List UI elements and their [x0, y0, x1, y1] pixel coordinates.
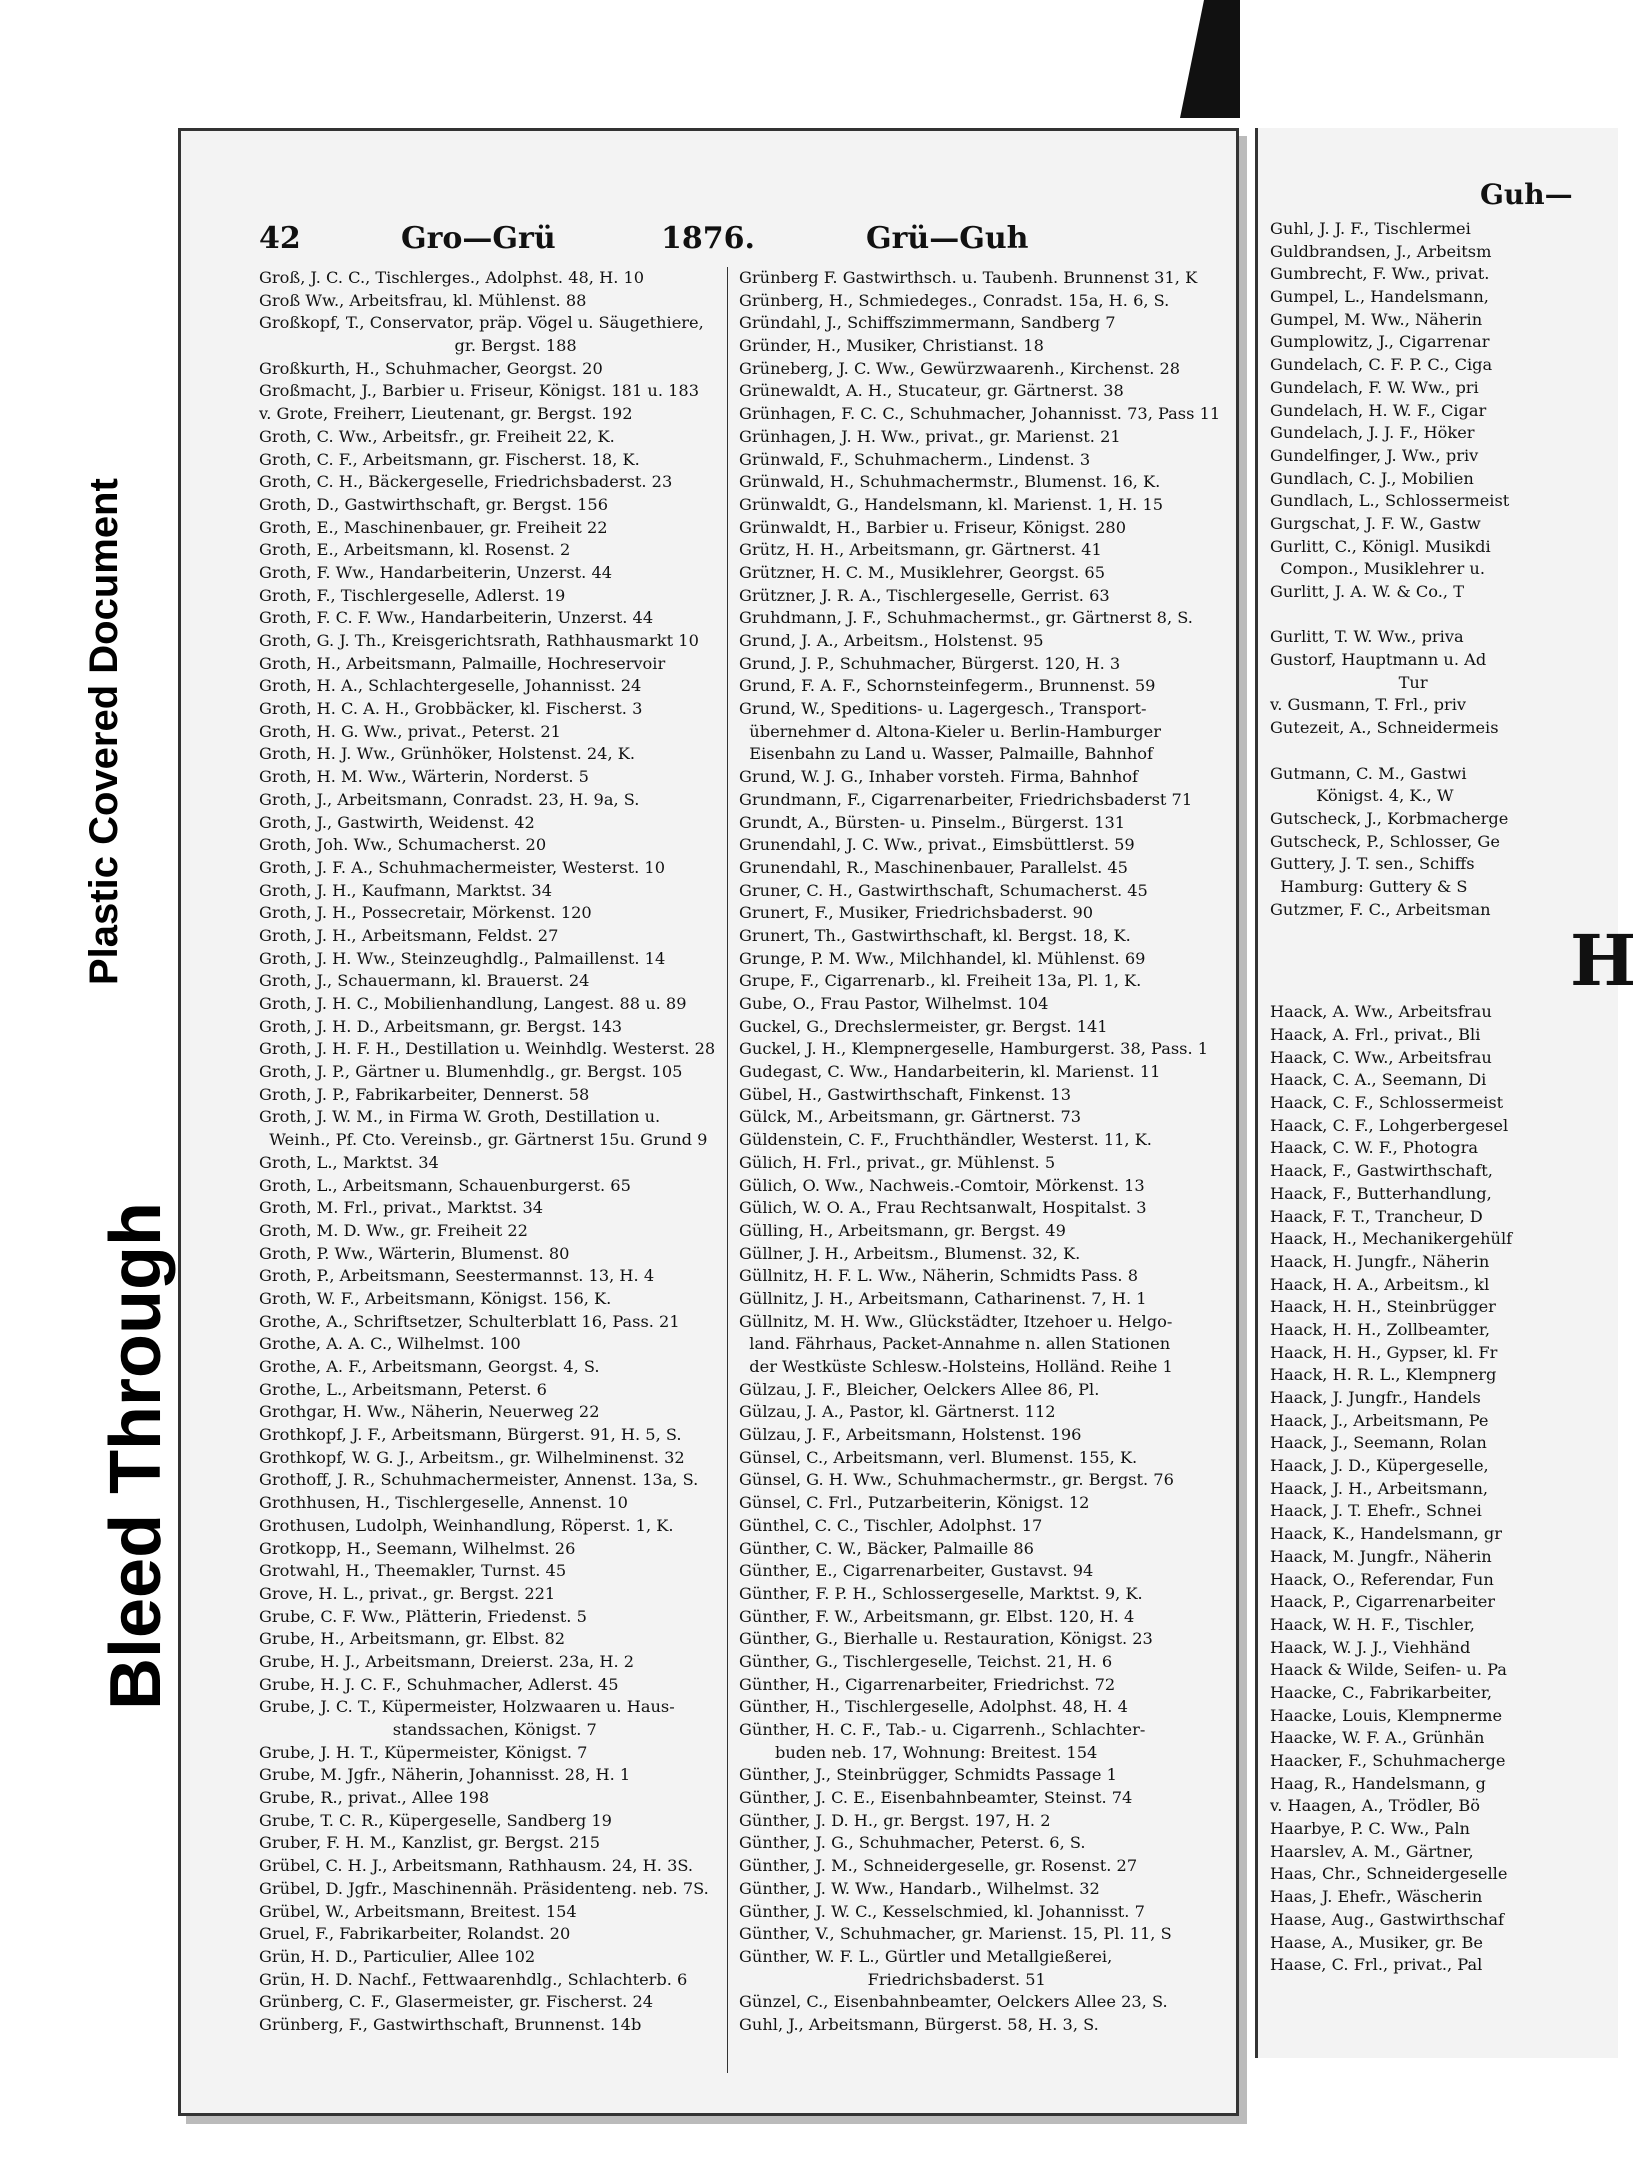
- directory-entry: Grünwaldt, H., Barbier u. Friseur, Königst. 280: [739, 517, 1126, 537]
- directory-entry: Haase, C. Frl., privat., Pal: [1270, 1955, 1483, 1975]
- directory-entry: Groth, J. W. M., in Firma W. Groth, Destillation u.: [259, 1107, 661, 1127]
- directory-entry: Haacker, F., Schuhmacherge: [1270, 1751, 1506, 1770]
- directory-entry: Günzel, C., Eisenbahnbeamter, Oelckers Allee 23, S.: [739, 1992, 1168, 2012]
- directory-entry: Gutezeit, A., Schneidermeis: [1270, 718, 1499, 738]
- directory-entry: Günther, E., Cigarrenarbeiter, Gustavst. 94: [739, 1561, 1094, 1581]
- directory-entry: Haack, J. T. Ehefr., Schnei: [1270, 1501, 1482, 1521]
- directory-entry: Grüneberg, J. C. Ww., Gewürzwaarenh., Kirchenst. 28: [739, 358, 1181, 378]
- directory-entry: Großmacht, J., Barbier u. Friseur, Königst. 181 u. 183: [259, 381, 700, 401]
- directory-entry: Gurgschat, J. F. W., Gastw: [1270, 513, 1481, 533]
- directory-entry: Grünwaldt, G., Handelsmann, kl. Marienst. 1, H. 15: [739, 494, 1164, 514]
- directory-entry: Groth, J. H. Ww., Steinzeughdlg., Palmaillenst. 14: [259, 948, 666, 968]
- directory-entry: Grube, T. C. R., Küpergeselle, Sandberg 19: [259, 1810, 612, 1830]
- directory-entry: Grund, W. J. G., Inhaber vorsteh. Firma, Bahnhof: [739, 767, 1139, 787]
- directory-entry: Groth, J. P., Gärtner u. Blumenhdlg., gr. Bergst. 105: [259, 1062, 683, 1082]
- directory-entry: Gundelfinger, J. Ww., priv: [1270, 445, 1479, 465]
- directory-entry: Haack, C. Ww., Arbeitsfrau: [1270, 1047, 1492, 1067]
- directory-entry: Grove, H. L., privat., gr. Bergst. 221: [259, 1583, 556, 1603]
- directory-entry: Günther, H. C. F., Tab.- u. Cigarrenh., Schlachter-: [739, 1720, 1146, 1739]
- directory-entry: Gundelach, F. W. Ww., pri: [1270, 377, 1479, 397]
- directory-entry: Grunert, Th., Gastwirthschaft, kl. Bergst. 18, K.: [739, 925, 1131, 945]
- directory-entry: Haack, M. Jungfr., Näherin: [1270, 1546, 1492, 1566]
- directory-entry: Groth, J. H. F. H., Destillation u. Weinhdlg. Westerst. 28: [259, 1039, 716, 1059]
- directory-entry: Grupe, F., Cigarrenarb., kl. Freiheit 13a, Pl. 1, K.: [739, 971, 1142, 991]
- directory-entry: Grothgar, H. Ww., Näherin, Neuerweg 22: [259, 1402, 600, 1422]
- directory-entry: Groth, P., Arbeitsmann, Seestermannst. 13, H. 4: [259, 1266, 655, 1286]
- directory-entry: Günthel, C. C., Tischler, Adolphst. 17: [739, 1515, 1043, 1535]
- directory-entry: v. Gusmann, T. Frl., priv: [1270, 695, 1467, 715]
- directory-entry: Grünwald, F., Schuhmacherm., Lindenst. 3: [739, 449, 1091, 469]
- directory-entry: Günsel, C., Arbeitsmann, verl. Blumenst. 155, K.: [739, 1447, 1138, 1467]
- directory-entry: Haack, F. T., Trancheur, D: [1270, 1206, 1483, 1226]
- directory-entry: gr. Bergst. 188: [259, 336, 577, 356]
- directory-entry: Haack, H. H., Gypser, kl. Fr: [1270, 1342, 1498, 1362]
- directory-entry: Hamburg: Guttery & S: [1270, 876, 1468, 896]
- directory-entry: Grünberg, F., Gastwirthschaft, Brunnenst. 14b: [259, 2014, 642, 2034]
- directory-entry: Haack, J. D., Küpergeselle,: [1270, 1456, 1489, 1476]
- right-running-title: Grü—Guh: [866, 221, 1029, 256]
- directory-entry: Grünwald, H., Schuhmachermstr., Blumenst. 16, K.: [739, 472, 1161, 492]
- directory-entry: Groth, J., Schauermann, kl. Brauerst. 24: [259, 971, 590, 991]
- facing-column-mid: [1270, 626, 1610, 739]
- directory-entry: Günsel, C. Frl., Putzarbeiterin, Königst. 12: [739, 1493, 1090, 1513]
- directory-entry: Güllnitz, J. H., Arbeitsmann, Catharinenst. 7, H. 1: [739, 1288, 1147, 1308]
- directory-entry: Grübel, D. Jgfr., Maschinennäh. Präsidenteng. neb. 7S.: [259, 1878, 709, 1898]
- directory-entry: Gumpel, M. Ww., Näherin: [1270, 309, 1483, 329]
- directory-entry: Tur: [1270, 672, 1428, 692]
- directory-entry: Grünberg, H., Schmiedeges., Conradst. 15a, H. 6, S.: [739, 290, 1170, 310]
- directory-entry: Gutscheck, J., Korbmacherge: [1270, 808, 1509, 828]
- directory-entry: Grübel, C. H. J., Arbeitsmann, Rathhausm. 24, H. 3S.: [259, 1856, 694, 1876]
- directory-entry: Groth, J. H. C., Mobilienhandlung, Langest. 88 u. 89: [259, 994, 687, 1013]
- directory-entry: Grünberg F. Gastwirthsch. u. Taubenh. Brunnenst 31, K: [739, 268, 1198, 287]
- right-column: [739, 267, 1221, 2037]
- directory-entry: Groth, L., Marktst. 34: [259, 1152, 439, 1172]
- directory-entry: Groth, H. C. A. H., Grobbäcker, kl. Fischerst. 3: [259, 699, 643, 719]
- directory-entry: der Westküste Schlesw.-Holsteins, Holländ. Reihe 1: [739, 1357, 1173, 1376]
- directory-entry: Groß Ww., Arbeitsfrau, kl. Mühlenst. 88: [259, 290, 587, 310]
- left-column: [259, 267, 724, 2037]
- bleed-through-label: Bleed Through: [96, 1202, 176, 1710]
- directory-entry: Günther, J. M., Schneidergeselle, gr. Rosenst. 27: [739, 1856, 1138, 1876]
- directory-entry: Groth, D., Gastwirthschaft, gr. Bergst. 156: [259, 494, 608, 514]
- directory-entry: Grunendahl, J. C. Ww., privat., Eimsbüttlerst. 59: [739, 835, 1135, 855]
- directory-entry: Guttery, J. T. sen., Schiffs: [1270, 854, 1475, 874]
- directory-entry: Groth, H. A., Schlachtergeselle, Johannisst. 24: [259, 676, 642, 696]
- directory-entry: Grundt, A., Bürsten- u. Pinselm., Bürgerst. 131: [739, 812, 1126, 832]
- directory-entry: Grothoff, J. R., Schuhmachermeister, Annenst. 13a, S.: [259, 1470, 699, 1490]
- directory-entry: Haack, H. R. L., Klempnerg: [1270, 1365, 1497, 1385]
- directory-entry: Guckel, G., Drechslermeister, gr. Bergst. 141: [739, 1016, 1108, 1036]
- directory-entry: Groth, J., Gastwirth, Weidenst. 42: [259, 812, 535, 832]
- directory-entry: Grunendahl, R., Maschinenbauer, Parallelst. 45: [739, 857, 1128, 877]
- directory-entry: Groth, L., Arbeitsmann, Schauenburgerst. 65: [259, 1175, 631, 1195]
- directory-entry: Grützner, H. C. M., Musiklehrer, Georgst. 65: [739, 562, 1106, 582]
- directory-entry: Grothe, A. A. C., Wilhelmst. 100: [259, 1334, 521, 1354]
- directory-entry: Haack, W. J. J., Viehhänd: [1270, 1637, 1471, 1657]
- directory-entry: Gundlach, C. J., Mobilien: [1270, 468, 1474, 488]
- directory-entry: Günther, H., Cigarrenarbeiter, Friedrichst. 72: [739, 1674, 1116, 1694]
- directory-entry: Grunert, F., Musiker, Friedrichsbaderst. 90: [739, 903, 1094, 923]
- directory-entry: Günther, V., Schuhmacher, gr. Marienst. 15, Pl. 11, S: [739, 1924, 1172, 1944]
- directory-entry: Haase, Aug., Gastwirthschaf: [1270, 1909, 1505, 1929]
- directory-entry: Grothkopf, J. F., Arbeitsmann, Bürgerst. 91, H. 5, S.: [259, 1425, 682, 1445]
- directory-entry: Haack, J., Seemann, Rolan: [1270, 1433, 1487, 1453]
- directory-entry: Grütz, H. H., Arbeitsmann, gr. Gärtnerst. 41: [739, 540, 1102, 560]
- directory-entry: Grünberg, C. F., Glasermeister, gr. Fischerst. 24: [259, 1992, 654, 2012]
- directory-entry: Haack, H., Mechanikergehülf: [1270, 1229, 1513, 1249]
- directory-entry: Groth, W. F., Arbeitsmann, Königst. 156, K.: [259, 1288, 612, 1308]
- directory-entry: Groth, F. Ww., Handarbeiterin, Unzerst. 44: [259, 562, 613, 582]
- directory-entry: Grothusen, Ludolph, Weinhandlung, Röperst. 1, K.: [259, 1515, 674, 1535]
- directory-entry: Grün, H. D. Nachf., Fettwaarenhdlg., Schlachterb. 6: [259, 1969, 688, 1989]
- directory-entry: Gruel, F., Fabrikarbeiter, Rolandst. 20: [259, 1924, 571, 1944]
- directory-entry: Grube, R., privat., Allee 198: [259, 1788, 490, 1808]
- plastic-covered-label: Plastic Covered Document: [82, 478, 126, 985]
- directory-entry: Guldbrandsen, J., Arbeitsm: [1270, 241, 1492, 261]
- directory-entry: Grund, J. A., Arbeitsm., Holstenst. 95: [739, 631, 1044, 650]
- directory-entry: Haacke, Louis, Klempnerme: [1270, 1705, 1503, 1725]
- directory-entry: Groth, H., Arbeitsmann, Palmaille, Hochreservoir: [259, 653, 666, 673]
- directory-entry: Großkurth, H., Schuhmacher, Georgst. 20: [259, 358, 603, 378]
- directory-entry: Grube, C. F. Ww., Plätterin, Friedenst. 5: [259, 1606, 587, 1626]
- directory-entry: Gutscheck, P., Schlosser, Ge: [1270, 831, 1500, 851]
- directory-entry: Haack, J. Jungfr., Handels: [1270, 1388, 1481, 1407]
- directory-entry: Eisenbahn zu Land u. Wasser, Palmaille, Bahnhof: [739, 744, 1154, 764]
- directory-entry: Guhl, J. J. F., Tischlermei: [1270, 219, 1471, 238]
- directory-entry: Groth, J. P., Fabrikarbeiter, Dennerst. 58: [259, 1084, 590, 1104]
- directory-entry: Haack, C. F., Lohgerbergesel: [1270, 1115, 1509, 1135]
- directory-entry: Günther, J. W. Ww., Handarb., Wilhelmst. 32: [739, 1878, 1100, 1898]
- directory-entry: Gutmann, C. M., Gastwi: [1270, 763, 1467, 783]
- directory-entry: Groth, H. M. Ww., Wärterin, Norderst. 5: [259, 767, 589, 787]
- directory-entry: Haack, A. Ww., Arbeitsfrau: [1270, 1002, 1492, 1022]
- facing-column-top: [1270, 218, 1610, 604]
- directory-entry: Haarslev, A. M., Gärtner,: [1270, 1841, 1474, 1861]
- directory-entry: Günther, J. D. H., gr. Bergst. 197, H. 2: [739, 1810, 1051, 1830]
- directory-entry: Haas, Chr., Schneidergeselle: [1270, 1864, 1508, 1884]
- directory-entry: Weinh., Pf. Cto. Vereinsb., gr. Gärtnerst 15u. Grund 9: [259, 1130, 708, 1150]
- directory-entry: buden neb. 17, Wohnung: Breitest. 154: [739, 1742, 1098, 1762]
- directory-entry: Groth, F., Tischlergeselle, Adlerst. 19: [259, 585, 566, 605]
- page-tab-marker: [1180, 0, 1240, 118]
- directory-entry: Grothe, L., Arbeitsmann, Peterst. 6: [259, 1379, 547, 1399]
- directory-entry: Gumplowitz, J., Cigarrenar: [1270, 332, 1490, 352]
- directory-entry: Gründahl, J., Schiffszimmermann, Sandberg 7: [739, 313, 1116, 333]
- directory-entry: Günther, G., Tischlergeselle, Teichst. 21, H. 6: [739, 1651, 1113, 1671]
- directory-entry: Groth, Joh. Ww., Schumacherst. 20: [259, 835, 547, 855]
- directory-entry: Groth, C. Ww., Arbeitsfr., gr. Freiheit 22, K.: [259, 426, 615, 446]
- directory-entry: Günther, J. W. C., Kesselschmied, kl. Johannisst. 7: [739, 1901, 1145, 1921]
- directory-entry: Groth, J. H., Possecretair, Mörkenst. 120: [259, 903, 592, 923]
- facing-page-header: Guh—: [1480, 178, 1573, 211]
- directory-entry: Haack, O., Referendar, Fun: [1270, 1569, 1494, 1589]
- directory-entry: Gülich, W. O. A., Frau Rechtsanwalt, Hospitalst. 3: [739, 1198, 1147, 1218]
- page-content: [251, 221, 1221, 2073]
- directory-entry: Grotwahl, H., Theemakler, Turnst. 45: [259, 1561, 567, 1581]
- directory-entry: Haack, H. H., Zollbeamter,: [1270, 1319, 1491, 1339]
- directory-entry: Groth, E., Arbeitsmann, kl. Rosenst. 2: [259, 540, 571, 560]
- directory-entry: Grün, H. D., Particulier, Allee 102: [259, 1946, 536, 1966]
- directory-entry: Gübel, H., Gastwirthschaft, Finkenst. 13: [739, 1084, 1072, 1104]
- directory-entry: Gülck, M., Arbeitsmann, gr. Gärtnerst. 73: [739, 1107, 1082, 1127]
- directory-entry: Haack, J., Arbeitsmann, Pe: [1270, 1410, 1489, 1430]
- directory-entry: Groth, P. Ww., Wärterin, Blumenst. 80: [259, 1243, 570, 1263]
- directory-entry: Grund, J. P., Schuhmacher, Bürgerst. 120, H. 3: [739, 653, 1121, 673]
- directory-entry: Grube, J. H. T., Küpermeister, Königst. 7: [259, 1742, 588, 1762]
- directory-entry: Groth, J. F. A., Schuhmachermeister, Westerst. 10: [259, 857, 666, 877]
- directory-entry: Grund, W., Speditions- u. Lagergesch., Transport-: [739, 699, 1147, 719]
- section-letter: H: [1570, 919, 1636, 1003]
- directory-entry: Gründer, H., Musiker, Christianst. 18: [739, 336, 1044, 356]
- directory-entry: Grube, J. C. T., Küpermeister, Holzwaaren u. Haus-: [259, 1697, 675, 1717]
- directory-entry: Gurlitt, T. W. Ww., priva: [1270, 627, 1464, 647]
- facing-page-content: [1270, 178, 1636, 1977]
- year-title: 1876.: [661, 221, 755, 256]
- directory-entry: Guhl, J., Arbeitsmann, Bürgerst. 58, H. 3, S.: [739, 2014, 1099, 2034]
- directory-entry: Groth, J., Arbeitsmann, Conradst. 23, H. 9a, S.: [259, 789, 640, 809]
- directory-entry: Grothe, A., Schriftsetzer, Schulterblatt 16, Pass. 21: [259, 1311, 680, 1331]
- directory-entry: Güllner, J. H., Arbeitsm., Blumenst. 32, K.: [739, 1243, 1081, 1263]
- directory-entry: Haack, H. Jungfr., Näherin: [1270, 1251, 1490, 1271]
- directory-entry: Grube, H., Arbeitsmann, gr. Elbst. 82: [259, 1629, 566, 1649]
- facing-column-h: [1270, 1001, 1610, 1977]
- directory-entry: Grundmann, F., Cigarrenarbeiter, Friedrichsbaderst 71: [739, 789, 1193, 809]
- directory-entry: Gundelach, C. F. P. C., Ciga: [1270, 355, 1493, 375]
- directory-entry: Groth, J. H. D., Arbeitsmann, gr. Bergst. 143: [259, 1016, 623, 1036]
- directory-entry: Grube, M. Jgfr., Näherin, Johannisst. 28, H. 1: [259, 1765, 631, 1785]
- directory-entry: Grothe, A. F., Arbeitsmann, Georgst. 4, S.: [259, 1357, 600, 1376]
- directory-entry: Günther, G., Bierhalle u. Restauration, Königst. 23: [739, 1629, 1153, 1649]
- directory-entry: Günther, W. F. L., Gürtler und Metallgießerei,: [739, 1946, 1113, 1966]
- directory-entry: Haack, C. A., Seemann, Di: [1270, 1070, 1487, 1090]
- directory-entry: Gundelach, H. W. F., Cigar: [1270, 400, 1487, 420]
- directory-entry: Günther, F. P. H., Schlossergeselle, Marktst. 9, K.: [739, 1583, 1143, 1603]
- directory-entry: Groth, C. F., Arbeitsmann, gr. Fischerst. 18, K.: [259, 449, 640, 469]
- directory-entry: Günsel, G. H. Ww., Schuhmachermstr., gr. Bergst. 76: [739, 1470, 1174, 1490]
- directory-entry: Groth, G. J. Th., Kreisgerichtsrath, Rathhausmarkt 10: [259, 631, 699, 650]
- directory-entry: Groth, H. G. Ww., privat., Peterst. 21: [259, 721, 561, 741]
- directory-entry: Gube, O., Frau Pastor, Wilhelmst. 104: [739, 994, 1049, 1013]
- directory-entry: Gülling, H., Arbeitsmann, gr. Bergst. 49: [739, 1220, 1066, 1240]
- directory-entry: Guckel, J. H., Klempnergeselle, Hamburgerst. 38, Pass. 1: [739, 1039, 1209, 1059]
- directory-entry: Groth, J. H., Kaufmann, Marktst. 34: [259, 880, 552, 900]
- directory-entry: standssachen, Königst. 7: [259, 1720, 597, 1739]
- directory-entry: Königst. 4, K., W: [1270, 786, 1454, 806]
- directory-entry: Gudegast, C. Ww., Handarbeiterin, kl. Marienst. 11: [739, 1062, 1161, 1082]
- directory-entry: Günther, J., Steinbrügger, Schmidts Passage 1: [739, 1765, 1117, 1785]
- directory-entry: Haack, K., Handelsmann, gr: [1270, 1524, 1502, 1544]
- directory-entry: Haarbye, P. C. Ww., Paln: [1270, 1819, 1470, 1839]
- directory-entry: Grothkopf, W. G. J., Arbeitsm., gr. Wilhelminenst. 32: [259, 1447, 685, 1467]
- directory-entry: Groth, F. C. F. Ww., Handarbeiterin, Unzerst. 44: [259, 608, 654, 628]
- directory-entry: Grützner, J. R. A., Tischlergeselle, Gerrist. 63: [739, 585, 1110, 605]
- directory-entry: Haack & Wilde, Seifen- u. Pa: [1270, 1660, 1507, 1680]
- directory-entry: Haag, R., Handelsmann, g: [1270, 1773, 1486, 1793]
- directory-entry: Haack, C. W. F., Photogra: [1270, 1138, 1478, 1158]
- directory-entry: Groß, J. C. C., Tischlerges., Adolphst. 48, H. 10: [259, 268, 645, 287]
- directory-entry: Groth, M. Frl., privat., Marktst. 34: [259, 1198, 544, 1218]
- directory-entry: Haacke, C., Fabrikarbeiter,: [1270, 1682, 1492, 1702]
- page-number: 42: [259, 221, 301, 256]
- facing-page: [1255, 128, 1636, 2058]
- directory-entry: Günther, F. W., Arbeitsmann, gr. Elbst. 120, H. 4: [739, 1606, 1135, 1626]
- page-header: [251, 221, 1216, 261]
- directory-entry: Güldenstein, C. F., Fruchthändler, Westerst. 11, K.: [739, 1130, 1152, 1150]
- directory-entry: Günther, C. W., Bäcker, Palmaille 86: [739, 1538, 1034, 1558]
- directory-entry: Haase, A., Musiker, gr. Be: [1270, 1932, 1483, 1952]
- directory-entry: Gülzau, J. F., Bleicher, Oelckers Allee 86, Pl.: [739, 1379, 1100, 1399]
- directory-entry: Haack, C. F., Schlossermeist: [1270, 1093, 1504, 1113]
- directory-entry: Friedrichsbaderst. 51: [739, 1969, 1046, 1989]
- directory-entry: Haack, F., Gastwirthschaft,: [1270, 1161, 1493, 1181]
- directory-entry: Grünhagen, J. H. Ww., privat., gr. Marienst. 21: [739, 426, 1121, 446]
- directory-entry: Gutzmer, F. C., Arbeitsman: [1270, 899, 1491, 919]
- directory-entry: Haack, P., Cigarrenarbeiter: [1270, 1592, 1496, 1612]
- directory-entry: Grothhusen, H., Tischlergeselle, Annenst. 10: [259, 1493, 628, 1513]
- directory-entry: Günther, J. G., Schuhmacher, Peterst. 6, S.: [739, 1833, 1086, 1853]
- directory-entry: Grube, H. J., Arbeitsmann, Dreierst. 23a, H. 2: [259, 1651, 635, 1671]
- directory-entry: Groth, M. D. Ww., gr. Freiheit 22: [259, 1220, 528, 1240]
- directory-entry: Güllnitz, M. H. Ww., Glückstädter, Itzehoer u. Helgo-: [739, 1311, 1173, 1331]
- directory-entry: Haack, H. A., Arbeitsm., kl: [1270, 1274, 1490, 1294]
- directory-entry: Haas, J. Ehefr., Wäscherin: [1270, 1887, 1483, 1907]
- directory-entry: Haack, F., Butterhandlung,: [1270, 1183, 1492, 1203]
- directory-entry: Haack, J. H., Arbeitsmann,: [1270, 1478, 1489, 1498]
- directory-entry: Grünewaldt, A. H., Stucateur, gr. Gärtnerst. 38: [739, 381, 1124, 401]
- directory-entry: übernehmer d. Altona-Kieler u. Berlin-Hamburger: [739, 721, 1161, 741]
- directory-entry: Haacke, W. F. A., Grünhän: [1270, 1728, 1485, 1748]
- directory-entry: v. Grote, Freiherr, Lieutenant, gr. Bergst. 192: [259, 404, 633, 424]
- directory-entry: Gumbrecht, F. Ww., privat.: [1270, 264, 1490, 284]
- directory-entry: Güllnitz, H. F. L. Ww., Näherin, Schmidts Pass. 8: [739, 1266, 1138, 1286]
- directory-entry: Gruber, F. H. M., Kanzlist, gr. Bergst. 215: [259, 1833, 601, 1853]
- directory-entry: Gruner, C. H., Gastwirthschaft, Schumacherst. 45: [739, 880, 1148, 900]
- directory-entry: Grünhagen, F. C. C., Schuhmacher, Johannisst. 73, Pass 11: [739, 404, 1221, 424]
- scanned-page: [178, 128, 1239, 2116]
- directory-entry: Haack, W. H. F., Tischler,: [1270, 1614, 1475, 1634]
- directory-entry: Gumpel, L., Handelsmann,: [1270, 287, 1489, 307]
- left-running-title: Gro—Grü: [401, 221, 556, 256]
- directory-entry: Grube, H. J. C. F., Schuhmacher, Adlerst. 45: [259, 1674, 619, 1694]
- directory-entry: Grund, F. A. F., Schornsteinfegerm., Brunnenst. 59: [739, 676, 1156, 696]
- directory-entry: Gülzau, J. F., Arbeitsmann, Holstenst. 196: [739, 1425, 1082, 1445]
- directory-entry: Großkopf, T., Conservator, präp. Vögel u. Säugethiere,: [259, 313, 704, 333]
- directory-entry: Gruhdmann, J. F., Schuhmachermst., gr. Gärtnerst 8, S.: [739, 608, 1193, 628]
- column-divider: [727, 267, 728, 2073]
- directory-entry: Groth, E., Maschinenbauer, gr. Freiheit 22: [259, 517, 608, 537]
- directory-entry: Gurlitt, J. A. W. & Co., T: [1270, 582, 1464, 601]
- directory-entry: Gülich, O. Ww., Nachweis.-Comtoir, Mörkenst. 13: [739, 1175, 1145, 1195]
- directory-entry: Günther, J. C. E., Eisenbahnbeamter, Steinst. 74: [739, 1788, 1133, 1808]
- directory-entry: Grunge, P. M. Ww., Milchhandel, kl. Mühlenst. 69: [739, 948, 1146, 968]
- directory-entry: Compon., Musiklehrer u.: [1270, 559, 1485, 579]
- directory-entry: Grotkopp, H., Seemann, Wilhelmst. 26: [259, 1538, 576, 1558]
- directory-columns: [251, 267, 1221, 2073]
- facing-column-mid2: [1270, 763, 1610, 922]
- directory-entry: Gustorf, Hauptmann u. Ad: [1270, 650, 1487, 670]
- directory-entry: Groth, H. J. Ww., Grünhöker, Holstenst. 24, K.: [259, 744, 635, 764]
- directory-entry: land. Fährhaus, Packet-Annahme n. allen Stationen: [739, 1334, 1171, 1354]
- directory-entry: Gülich, H. Frl., privat., gr. Mühlenst. 5: [739, 1152, 1056, 1172]
- directory-entry: Grübel, W., Arbeitsmann, Breitest. 154: [259, 1901, 577, 1921]
- directory-entry: Günther, H., Tischlergeselle, Adolphst. 48, H. 4: [739, 1697, 1128, 1717]
- directory-entry: Haack, A. Frl., privat., Bli: [1270, 1025, 1481, 1044]
- directory-entry: Gundlach, L., Schlossermeist: [1270, 491, 1510, 511]
- directory-entry: Haack, H. H., Steinbrügger: [1270, 1297, 1496, 1317]
- directory-entry: Gurlitt, C., Königl. Musikdi: [1270, 536, 1491, 556]
- directory-entry: Groth, J. H., Arbeitsmann, Feldst. 27: [259, 925, 559, 945]
- directory-entry: Gülzau, J. A., Pastor, kl. Gärtnerst. 112: [739, 1402, 1056, 1422]
- directory-entry: Gundelach, J. J. F., Höker: [1270, 423, 1475, 443]
- directory-entry: v. Haagen, A., Trödler, Bö: [1270, 1796, 1481, 1816]
- directory-entry: Groth, C. H., Bäckergeselle, Friedrichsbaderst. 23: [259, 472, 673, 492]
